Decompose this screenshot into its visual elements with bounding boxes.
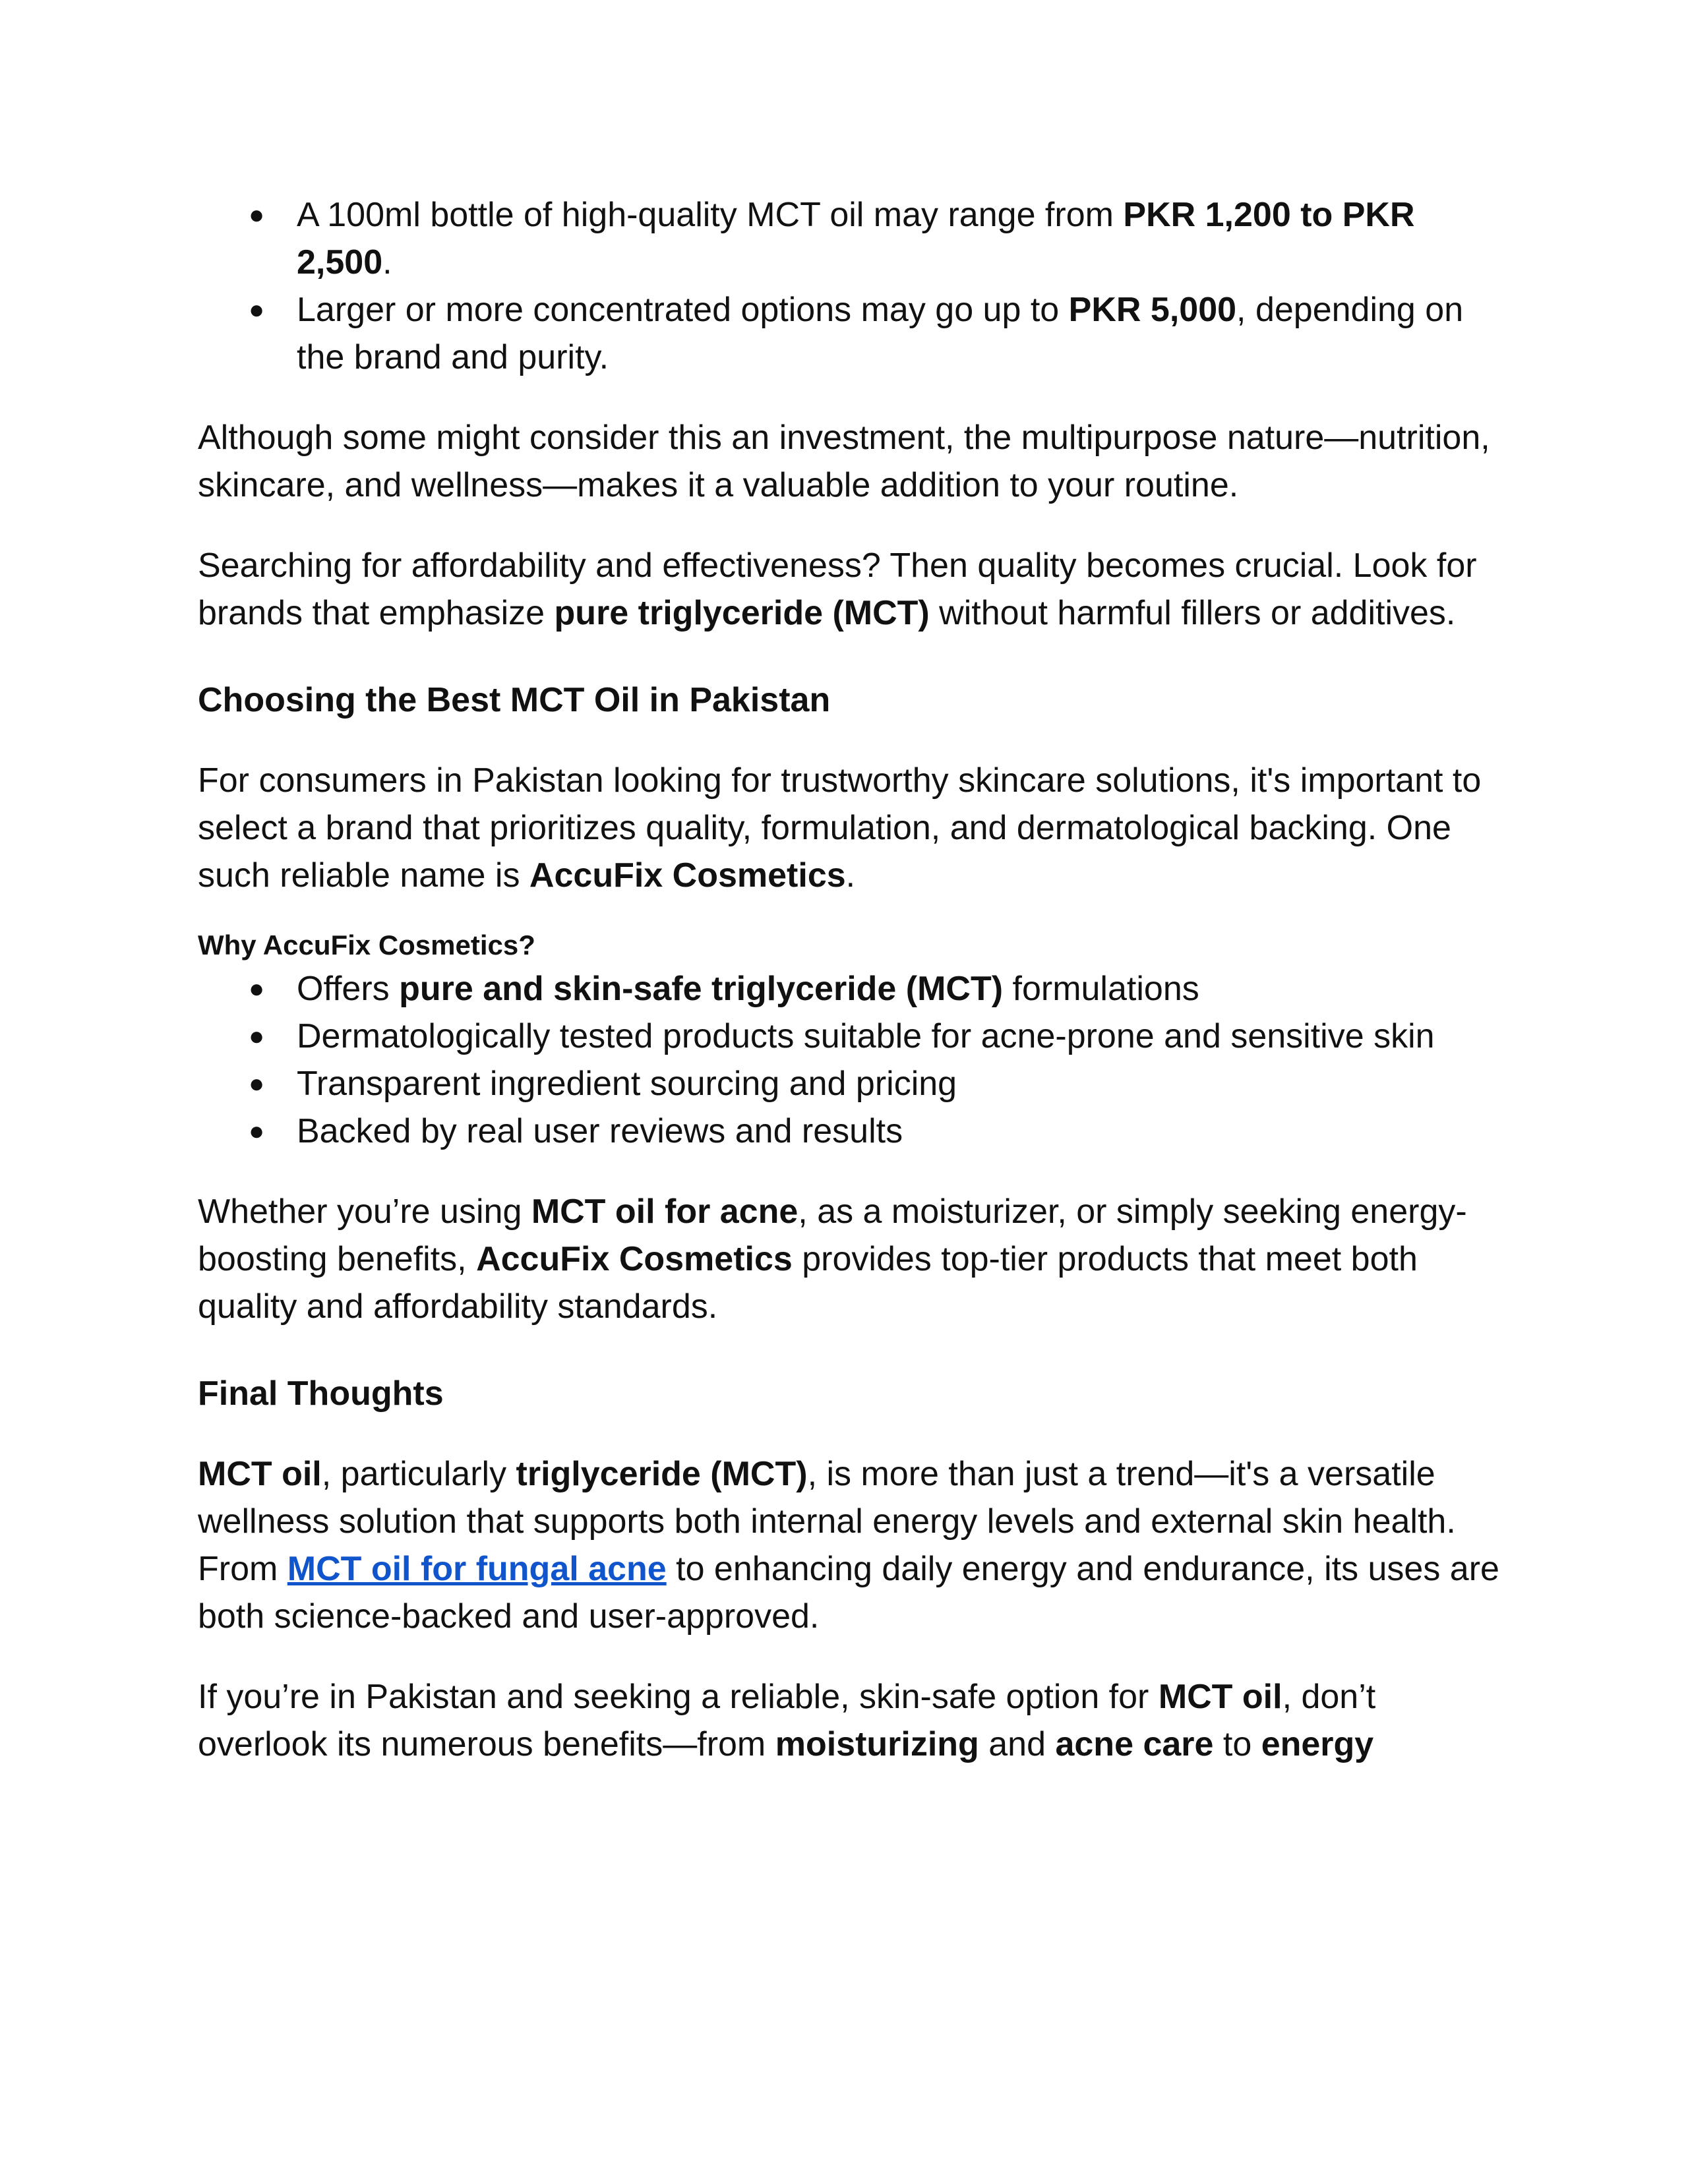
paragraph-mct-oil: MCT oil, particularly triglyceride (MCT), is more than just a trend—it's a versatile wellness solution that supports both internal energy levels and external skin health. From MCT oil for fungal acne to enhancing daily energy and endurance, its uses are both science-backed and user-approved. <box>198 1455 1499 1636</box>
paragraph-searching: Searching for affordability and effectiveness? Then quality becomes crucial. Look for brands that emphasize pure triglyceride (MCT) without harmful fillers or additives. <box>198 546 1477 632</box>
document-body <box>198 191 1503 1768</box>
bullet-icon: ● <box>249 1022 265 1051</box>
paragraph-investment: Although some might consider this an investment, the multipurpose nature—nutrition, skincare, and wellness—makes it a valuable addition to your routine. <box>198 419 1490 504</box>
fungal-acne-link[interactable]: MCT oil for fungal acne <box>287 1550 667 1588</box>
list-item: ● Offers pure and skin-safe triglyceride (MCT) formulations <box>198 965 1503 1013</box>
subheading-why-accufix: Why AccuFix Cosmetics? <box>198 930 535 960</box>
price-bullet-list <box>198 191 1503 381</box>
bullet-icon: ● <box>249 1117 265 1146</box>
paragraph-whether: Whether you’re using MCT oil for acne, as a moisturizer, or simply seeking energy-boosting benefits, AccuFix Cosmetics provides top-tier products that meet both quality and affordability standards. <box>198 1193 1467 1326</box>
why-bullet-list <box>198 965 1503 1155</box>
bullet-icon: ● <box>249 295 265 324</box>
heading-final-thoughts: Final Thoughts <box>198 1374 444 1413</box>
list-item: ● Larger or more concentrated options may go up to PKR 5,000, depending on the brand and purity. <box>198 286 1503 381</box>
bullet-icon: ● <box>249 1069 265 1098</box>
bullet-icon: ● <box>249 974 265 1003</box>
list-item: ● Backed by real user reviews and results <box>198 1107 1503 1155</box>
heading-choosing: Choosing the Best MCT Oil in Pakistan <box>198 681 831 719</box>
list-item: ● A 100ml bottle of high-quality MCT oil may range from PKR 1,200 to PKR 2,500. <box>198 191 1503 286</box>
list-item: ● Dermatologically tested products suitable for acne-prone and sensitive skin <box>198 1013 1503 1060</box>
list-item: ● Transparent ingredient sourcing and pricing <box>198 1060 1503 1107</box>
bullet-icon: ● <box>249 200 265 229</box>
paragraph-pakistan: If you’re in Pakistan and seeking a reliable, skin-safe option for MCT oil, don’t overlook its numerous benefits—from moisturizing and acne care to energy <box>198 1678 1376 1763</box>
paragraph-consumers: For consumers in Pakistan looking for trustworthy skincare solutions, it's important to select a brand that prioritizes quality, formulation, and dermatological backing. One such reliable name is AccuFix Cosmetics. <box>198 761 1482 895</box>
